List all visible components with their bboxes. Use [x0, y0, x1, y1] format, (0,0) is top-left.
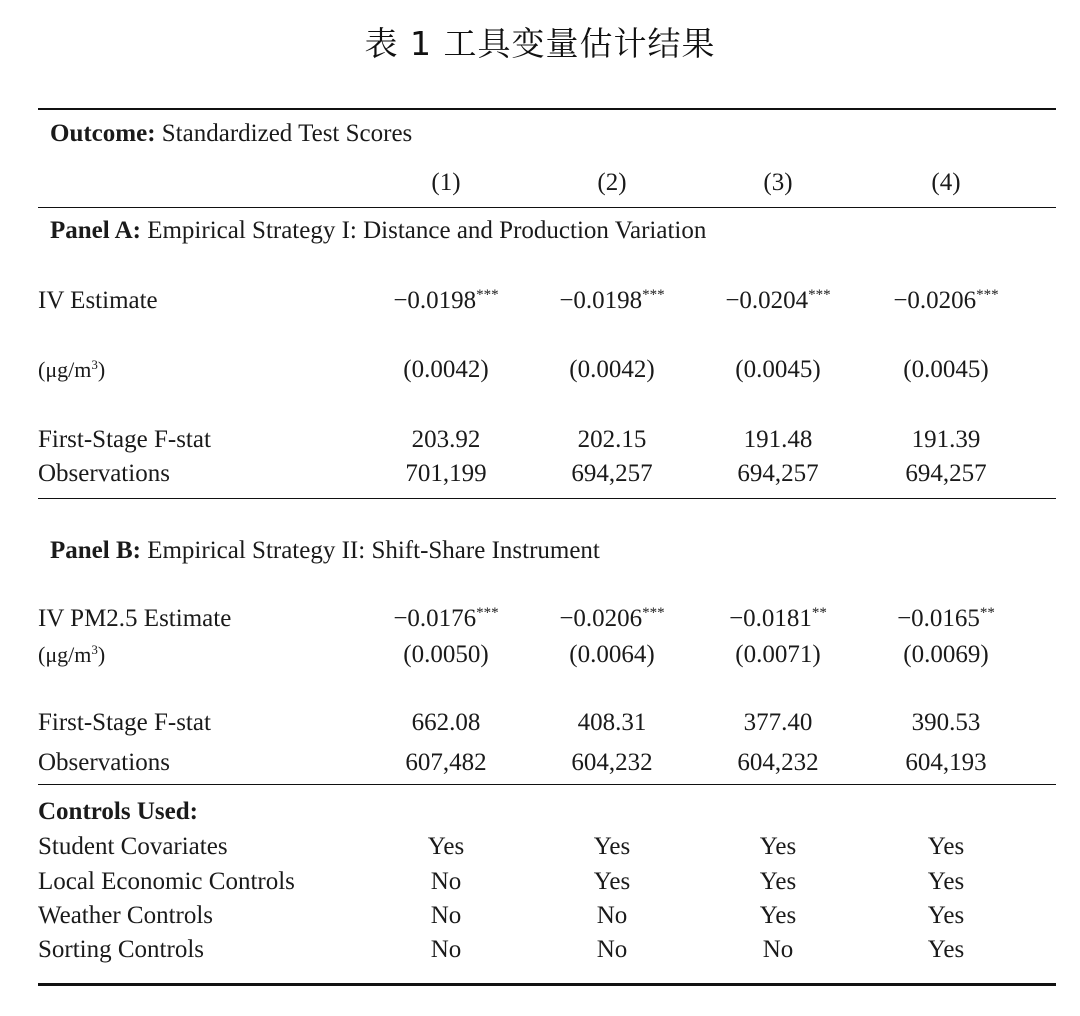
outcome-row	[0, 116, 1080, 152]
panel-b-fstat-row	[0, 705, 1080, 741]
panel-b-title-group	[50, 533, 600, 569]
panel-b-estimate-label: IV PM2.5 Estimate	[38, 605, 232, 632]
control-value: No	[762, 936, 794, 963]
unit-suffix: )	[97, 642, 106, 667]
controls-heading-row	[0, 794, 1080, 830]
panel-b-rule	[38, 784, 1056, 785]
panel-a-rule	[38, 498, 1056, 499]
control-label: Local Economic Controls	[38, 868, 295, 895]
column-header: (4)	[931, 169, 961, 196]
std-error-cell: (0.0064)	[569, 641, 655, 668]
estimate-cell	[366, 601, 526, 637]
estimate-cell	[866, 283, 1026, 319]
fstat-cell: 191.39	[911, 426, 981, 453]
control-value: Yes	[927, 902, 965, 929]
control-label: Student Covariates	[38, 833, 228, 860]
panel-a-estimate-label: IV Estimate	[38, 287, 158, 314]
column-header: (3)	[763, 169, 793, 196]
std-error-cell: (0.0071)	[735, 641, 821, 668]
panel-a-se-row	[0, 352, 1080, 388]
outcome-label: Outcome:	[50, 120, 156, 147]
estimate-value: −0.0198	[393, 287, 477, 314]
obs-cell: 604,193	[905, 749, 987, 776]
std-error-cell: (0.0045)	[903, 356, 989, 383]
estimate-cell	[366, 283, 526, 319]
panel-a-heading	[0, 213, 1080, 249]
control-value: Yes	[593, 833, 631, 860]
control-value: Yes	[927, 833, 965, 860]
estimate-value: −0.0176	[393, 605, 477, 632]
significance-stars: **	[811, 605, 827, 621]
control-value: No	[596, 936, 628, 963]
control-value: Yes	[927, 868, 965, 895]
control-value: Yes	[759, 868, 797, 895]
std-error-cell: (0.0045)	[735, 356, 821, 383]
controls-heading: Controls Used:	[38, 798, 198, 825]
obs-cell: 694,257	[737, 460, 819, 487]
significance-stars: ***	[642, 605, 665, 621]
fstat-cell: 408.31	[577, 709, 647, 736]
obs-cell: 701,199	[405, 460, 487, 487]
significance-stars: ***	[476, 287, 499, 303]
estimate-cell	[532, 601, 692, 637]
controls-row	[0, 932, 1080, 968]
panel-a-estimate-row	[0, 283, 1080, 319]
obs-cell: 607,482	[405, 749, 487, 776]
estimate-cell	[532, 283, 692, 319]
control-label: Sorting Controls	[38, 936, 204, 963]
fstat-cell: 377.40	[743, 709, 813, 736]
control-value: Yes	[927, 936, 965, 963]
panel-a-unit	[38, 352, 105, 388]
fstat-cell: 191.48	[743, 426, 813, 453]
panel-a-title-group	[50, 213, 706, 249]
panel-b-estimate-row	[0, 601, 1080, 637]
estimate-value: −0.0206	[559, 605, 643, 632]
estimate-value: −0.0198	[559, 287, 643, 314]
significance-stars: **	[979, 605, 995, 621]
significance-stars: ***	[642, 287, 665, 303]
unit-prefix: (μg/m	[38, 357, 92, 382]
panel-b-obs-label: Observations	[38, 749, 170, 776]
control-value: Yes	[593, 868, 631, 895]
top-rule	[38, 108, 1056, 110]
fstat-cell: 662.08	[411, 709, 481, 736]
unit-prefix: (μg/m	[38, 642, 92, 667]
controls-row	[0, 898, 1080, 934]
panel-b-se-row	[0, 637, 1080, 673]
panel-b-title: Empirical Strategy II: Shift-Share Instrument	[147, 537, 600, 564]
significance-stars: ***	[476, 605, 499, 621]
estimate-cell	[698, 601, 858, 637]
control-value: No	[430, 902, 462, 929]
control-value: Yes	[759, 902, 797, 929]
control-value: No	[596, 902, 628, 929]
panel-a-fstat-label: First-Stage F-stat	[38, 426, 211, 453]
outcome-label-group	[50, 116, 412, 152]
panel-b-unit	[38, 637, 105, 673]
column-header: (1)	[431, 169, 461, 196]
obs-cell: 694,257	[571, 460, 653, 487]
header-rule	[38, 207, 1056, 208]
outcome-text: Standardized Test Scores	[161, 120, 413, 147]
fstat-cell: 203.92	[411, 426, 481, 453]
estimate-value: −0.0206	[893, 287, 977, 314]
panel-b-heading	[0, 533, 1080, 569]
controls-row	[0, 864, 1080, 900]
panel-a-title: Empirical Strategy I: Distance and Production Variation	[147, 217, 707, 244]
obs-cell: 604,232	[571, 749, 653, 776]
unit-suffix: )	[97, 357, 106, 382]
std-error-cell: (0.0042)	[569, 356, 655, 383]
unit-exponent: 3	[91, 642, 98, 657]
std-error-cell: (0.0069)	[903, 641, 989, 668]
control-label: Weather Controls	[38, 902, 214, 929]
std-error-cell: (0.0050)	[403, 641, 489, 668]
estimate-value: −0.0165	[897, 605, 980, 632]
estimate-cell	[866, 601, 1026, 637]
column-header: (2)	[597, 169, 627, 196]
significance-stars: ***	[808, 287, 831, 303]
unit-exponent: 3	[91, 357, 98, 372]
control-value: Yes	[427, 833, 465, 860]
estimate-value: −0.0181	[729, 605, 812, 632]
panel-a-obs-row	[0, 456, 1080, 492]
panel-b-fstat-label: First-Stage F-stat	[38, 709, 211, 736]
significance-stars: ***	[976, 287, 999, 303]
table-title: 表 1 工具变量估计结果	[364, 24, 716, 63]
panel-b-label: Panel B:	[50, 537, 141, 564]
control-value: Yes	[759, 833, 797, 860]
panel-a-fstat-row	[0, 422, 1080, 458]
std-error-cell: (0.0042)	[403, 356, 489, 383]
estimate-cell	[698, 283, 858, 319]
obs-cell: 604,232	[737, 749, 819, 776]
panel-b-obs-row	[0, 745, 1080, 781]
control-value: No	[430, 936, 462, 963]
fstat-cell: 202.15	[577, 426, 647, 453]
estimate-value: −0.0204	[725, 287, 809, 314]
bottom-rule	[38, 983, 1056, 986]
control-value: No	[430, 868, 462, 895]
obs-cell: 694,257	[905, 460, 987, 487]
panel-a-obs-label: Observations	[38, 460, 170, 487]
controls-row	[0, 829, 1080, 865]
fstat-cell: 390.53	[911, 709, 981, 736]
column-header-row	[0, 165, 1080, 201]
panel-a-label: Panel A:	[50, 217, 141, 244]
